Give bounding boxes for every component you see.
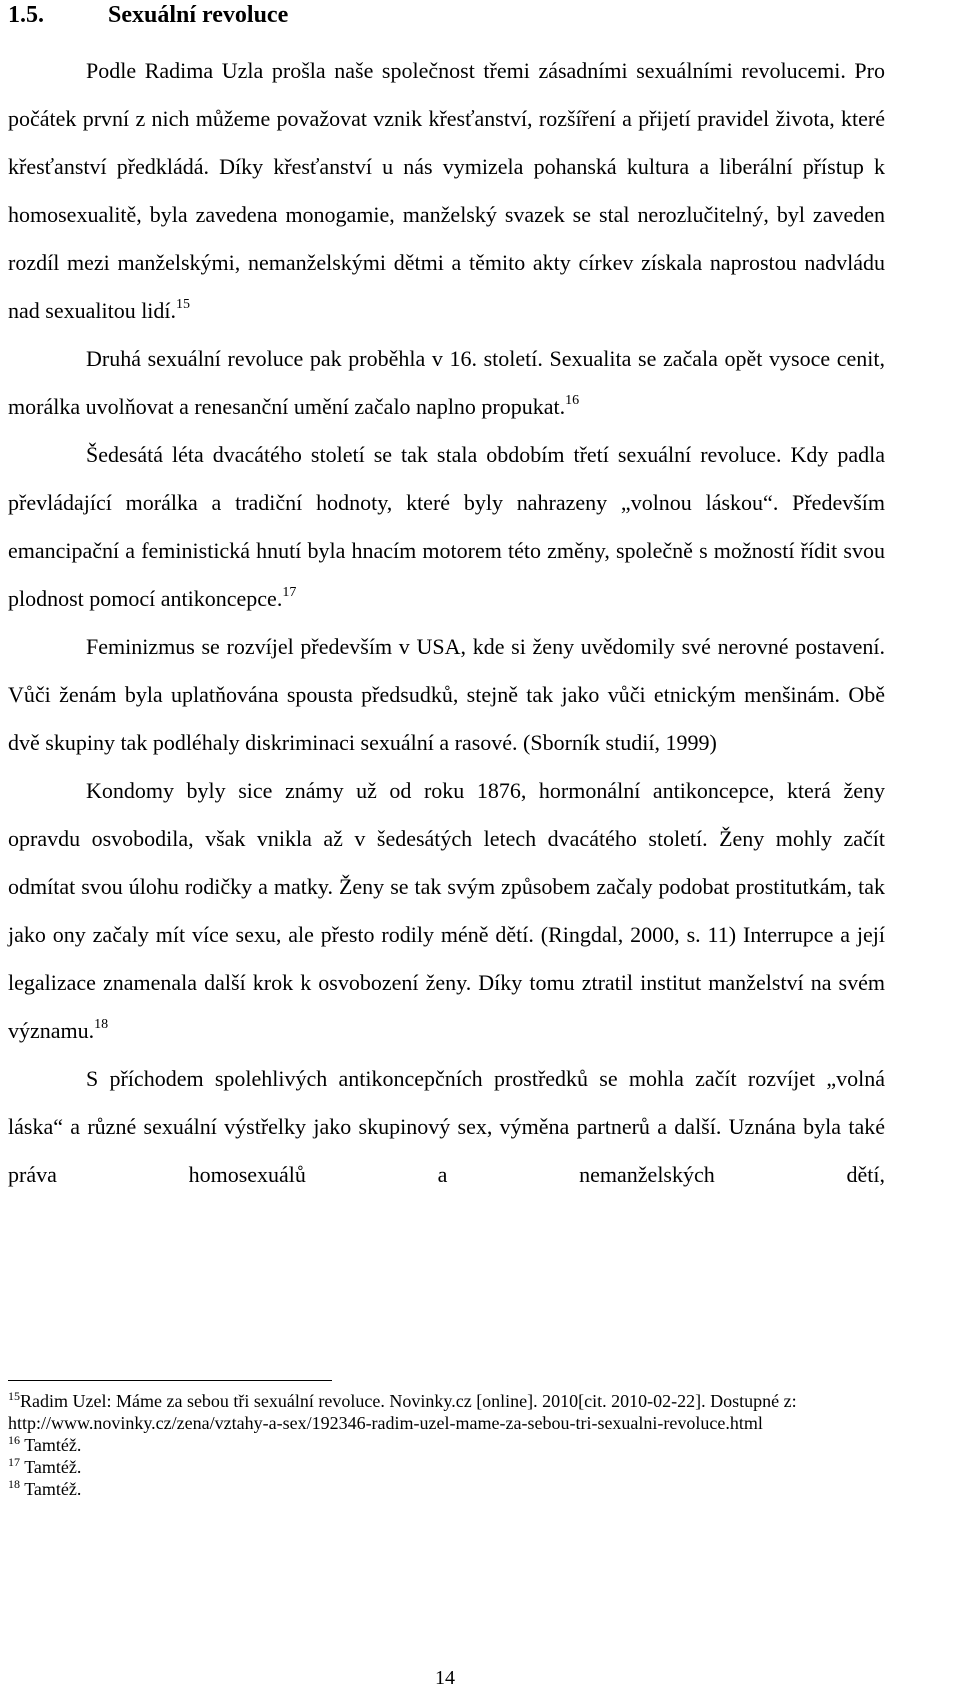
paragraph-text: Podle Radima Uzla prošla naše společnost třemi zásadními sexuálními revolucemi. Pro počátek první z nich můžeme považovat vznik křesťanství, rozšíření a přijetí pravidel života, které křesťanství předkládá. Díky křesťanství u nás vymizela pohanská kultura a liberální přístup k homosexualitě, byla zavedena monogamie, manželský svazek se stal nerozlučitelný, byl zaveden rozdíl mezi manželskými, nemanželskými dětmi a těmito akty církev získala naprostou nadvládu nad sexualitou lidí. xyxy=(8,58,885,323)
footnote-number: 18 xyxy=(8,1477,20,1491)
footnote-text: Radim Uzel: Máme za sebou tři sexuální revoluce. Novinky.cz [online]. 2010[cit. 2010-02-22]. Dostupné z: http://www.novinky.cz/zena/vztahy-a-sex/192346-radim-uzel-mame-za-sebou-tri-sexualni-revoluce.html xyxy=(8,1391,797,1433)
paragraph xyxy=(8,47,885,335)
page-number: 14 xyxy=(435,1667,455,1689)
paragraph xyxy=(8,767,885,1055)
footnote xyxy=(8,1390,885,1434)
paragraph xyxy=(8,431,885,623)
footnote-number: 16 xyxy=(8,1433,20,1447)
footnote-number: 15 xyxy=(8,1389,20,1403)
paragraph-text: Šedesátá léta dvacátého století se tak stala obdobím třetí sexuální revoluce. Kdy padla převládající morálka a tradiční hodnoty, které byly nahrazeny „volnou láskou“. Především emancipační a feministická hnutí byla hnacím motorem této změny, společně s možností řídit svou plodnost pomocí antikoncepce. xyxy=(8,442,885,611)
footnote xyxy=(8,1478,885,1500)
paragraph xyxy=(8,1055,885,1199)
footnote-text: Tamtéž. xyxy=(24,1457,82,1477)
paragraph-text: Feminizmus se rozvíjel především v USA, kde si ženy uvědomily své nerovné postavení. Vůči ženám byla uplatňována spousta předsudků, stejně tak jako vůči etnickým menšinám. Obě dvě skupiny tak podléhaly diskriminaci sexuální a rasové. (Sborník studií, 1999) xyxy=(8,634,885,755)
footnote-ref: 16 xyxy=(565,393,580,408)
paragraph-text: Druhá sexuální revoluce pak proběhla v 16. století. Sexualita se začala opět vysoce cenit, morálka uvolňovat a renesanční umění začalo naplno propukat. xyxy=(8,346,885,419)
footnote-text: Tamtéž. xyxy=(24,1435,82,1455)
section-number: 1.5. xyxy=(8,2,44,28)
paragraph-text: Kondomy byly sice známy už od roku 1876, hormonální antikoncepce, která ženy opravdu osvobodila, však vnikla až v šedesátých letech dvacátého století. Ženy mohly začít odmítat svou úlohu rodičky a matky. Ženy se tak svým způsobem začaly podobat prostitutkám, tak jako ony začaly mít více sexu, ale přesto rodily méně dětí. (Ringdal, 2000, s. 11) Interrupce a její legalizace znamenala další krok k osvobození ženy. Díky tomu ztratil institut manželství na svém významu. xyxy=(8,778,885,1043)
paragraph-text: S příchodem spolehlivých antikoncepčních prostředků se mohla začít rozvíjet „volná láska“ a různé sexuální výstřelky jako skupinový sex, výměna partnerů a další. Uznána byla také práva homosexuálů a nemanželských dětí, xyxy=(8,1066,885,1187)
body-text xyxy=(8,47,885,1199)
footnote-ref: 18 xyxy=(94,1017,109,1032)
paragraph xyxy=(8,623,885,767)
footnote-separator xyxy=(8,1380,332,1381)
footnote-number: 17 xyxy=(8,1455,20,1469)
footnote-ref: 15 xyxy=(176,297,191,312)
footnotes xyxy=(8,1390,885,1500)
paragraph xyxy=(8,335,885,431)
footnote-ref: 17 xyxy=(282,585,297,600)
footnote-text: Tamtéž. xyxy=(24,1479,82,1499)
section-heading xyxy=(8,0,288,30)
footnote xyxy=(8,1456,885,1478)
section-title: Sexuální revoluce xyxy=(108,2,289,28)
footnote xyxy=(8,1434,885,1456)
